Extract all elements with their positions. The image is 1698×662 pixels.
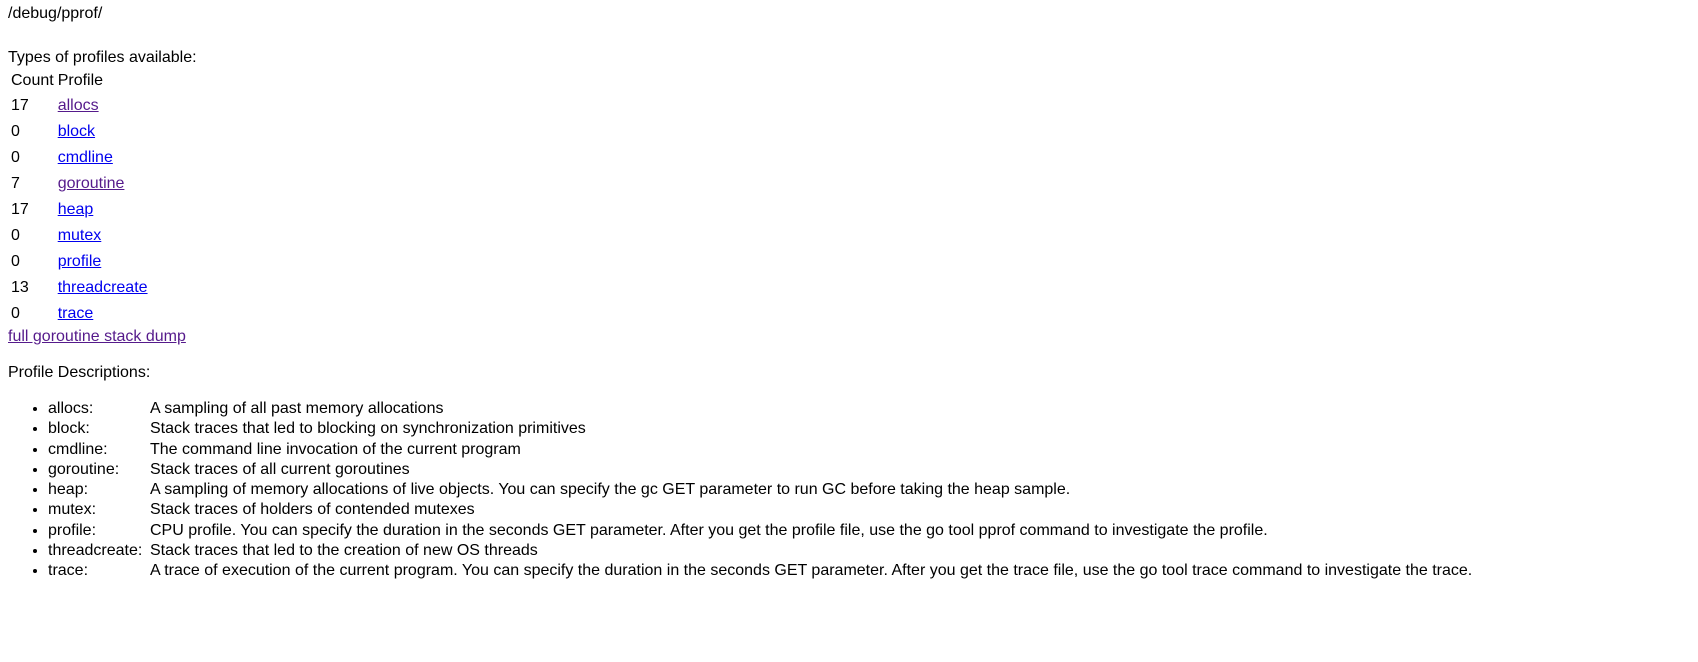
profile-cell bbox=[57, 302, 149, 326]
list-item bbox=[48, 440, 1690, 460]
profile-cell bbox=[57, 120, 149, 144]
table-row bbox=[10, 302, 149, 326]
profile-cell bbox=[57, 276, 149, 300]
profile-link-goroutine[interactable]: goroutine bbox=[57, 175, 125, 192]
profile-link-trace[interactable]: trace bbox=[57, 305, 94, 322]
profile-link-allocs[interactable]: allocs bbox=[57, 97, 99, 114]
profile-count: 0 bbox=[11, 123, 20, 140]
list-item bbox=[48, 480, 1690, 500]
description-name: • cmdline: bbox=[48, 440, 108, 458]
profile-column-header: Profile bbox=[57, 72, 104, 89]
profile-cell bbox=[57, 172, 149, 196]
profile-cell bbox=[57, 146, 149, 170]
profile-link-threadcreate[interactable]: threadcreate bbox=[57, 279, 148, 296]
table-row bbox=[10, 250, 149, 274]
profile-count: 17 bbox=[11, 201, 29, 218]
profile-count: 0 bbox=[11, 149, 20, 166]
description-text: The command line invocation of the current program bbox=[150, 440, 521, 458]
table-row bbox=[10, 146, 149, 170]
count-column-header: Count bbox=[11, 72, 54, 89]
list-item bbox=[48, 541, 1690, 561]
list-item bbox=[48, 399, 1690, 419]
table-row bbox=[10, 276, 149, 300]
list-item bbox=[48, 500, 1690, 520]
profile-link-mutex[interactable]: mutex bbox=[57, 227, 102, 244]
description-name: • heap: bbox=[48, 481, 89, 499]
profile-link-block[interactable]: block bbox=[57, 123, 96, 140]
descriptions-section-title: Profile Descriptions: bbox=[8, 364, 151, 381]
table-row bbox=[10, 172, 149, 196]
description-name: • goroutine: bbox=[48, 460, 120, 478]
profile-count: 0 bbox=[11, 227, 20, 244]
page-path: /debug/pprof/ bbox=[8, 5, 103, 22]
description-text: Stack traces that led to blocking on synchronization primitives bbox=[150, 420, 586, 438]
profile-link-profile[interactable]: profile bbox=[57, 253, 102, 270]
description-name: • mutex: bbox=[48, 501, 97, 519]
list-item bbox=[48, 419, 1690, 439]
list-item bbox=[48, 521, 1690, 541]
list-item bbox=[48, 460, 1690, 480]
description-text: Stack traces of all current goroutines bbox=[150, 460, 410, 478]
description-name: • profile: bbox=[48, 521, 97, 539]
description-text: Stack traces that led to the creation of new OS threads bbox=[150, 542, 538, 560]
profile-cell bbox=[57, 94, 149, 118]
table-row bbox=[10, 198, 149, 222]
profile-link-cmdline[interactable]: cmdline bbox=[57, 149, 113, 166]
description-text: Stack traces of holders of contended mutexes bbox=[150, 501, 475, 519]
full-goroutine-stack-dump-link[interactable]: full goroutine stack dump bbox=[8, 328, 186, 345]
profile-count: 13 bbox=[11, 279, 29, 296]
profile-count: 0 bbox=[11, 253, 20, 270]
table-row bbox=[10, 120, 149, 144]
table-row bbox=[10, 224, 149, 248]
description-text: A sampling of all past memory allocations bbox=[150, 400, 444, 417]
description-text: A trace of execution of the current program. You can specify the duration in the seconds GET parameter. After you get the trace file, use the go tool trace command to investigate the trace. bbox=[150, 562, 1473, 580]
profile-count: 0 bbox=[11, 305, 20, 322]
profile-link-heap[interactable]: heap bbox=[57, 201, 94, 218]
description-text: A sampling of memory allocations of live objects. You can specify the gc GET parameter to run GC before taking the heap sample. bbox=[150, 481, 1071, 499]
list-item bbox=[48, 561, 1690, 581]
profile-descriptions-list bbox=[8, 399, 1690, 582]
profile-cell bbox=[57, 224, 149, 248]
description-name: • threadcreate: bbox=[48, 542, 143, 560]
profile-count: 17 bbox=[11, 97, 29, 114]
table-row bbox=[10, 94, 149, 118]
profile-cell bbox=[57, 198, 149, 222]
description-name: • trace: bbox=[48, 562, 89, 580]
table-header-row bbox=[10, 70, 149, 92]
description-name: • block: bbox=[48, 420, 90, 438]
description-text: CPU profile. You can specify the duration in the seconds GET parameter. After you get the profile file, use the go tool pprof command to investigate the profile. bbox=[150, 521, 1268, 539]
profiles-table bbox=[8, 68, 151, 328]
profile-count: 7 bbox=[11, 175, 20, 192]
types-section-title: Types of profiles available: bbox=[8, 49, 197, 66]
profile-cell bbox=[57, 250, 149, 274]
description-name: • allocs: bbox=[48, 400, 94, 417]
